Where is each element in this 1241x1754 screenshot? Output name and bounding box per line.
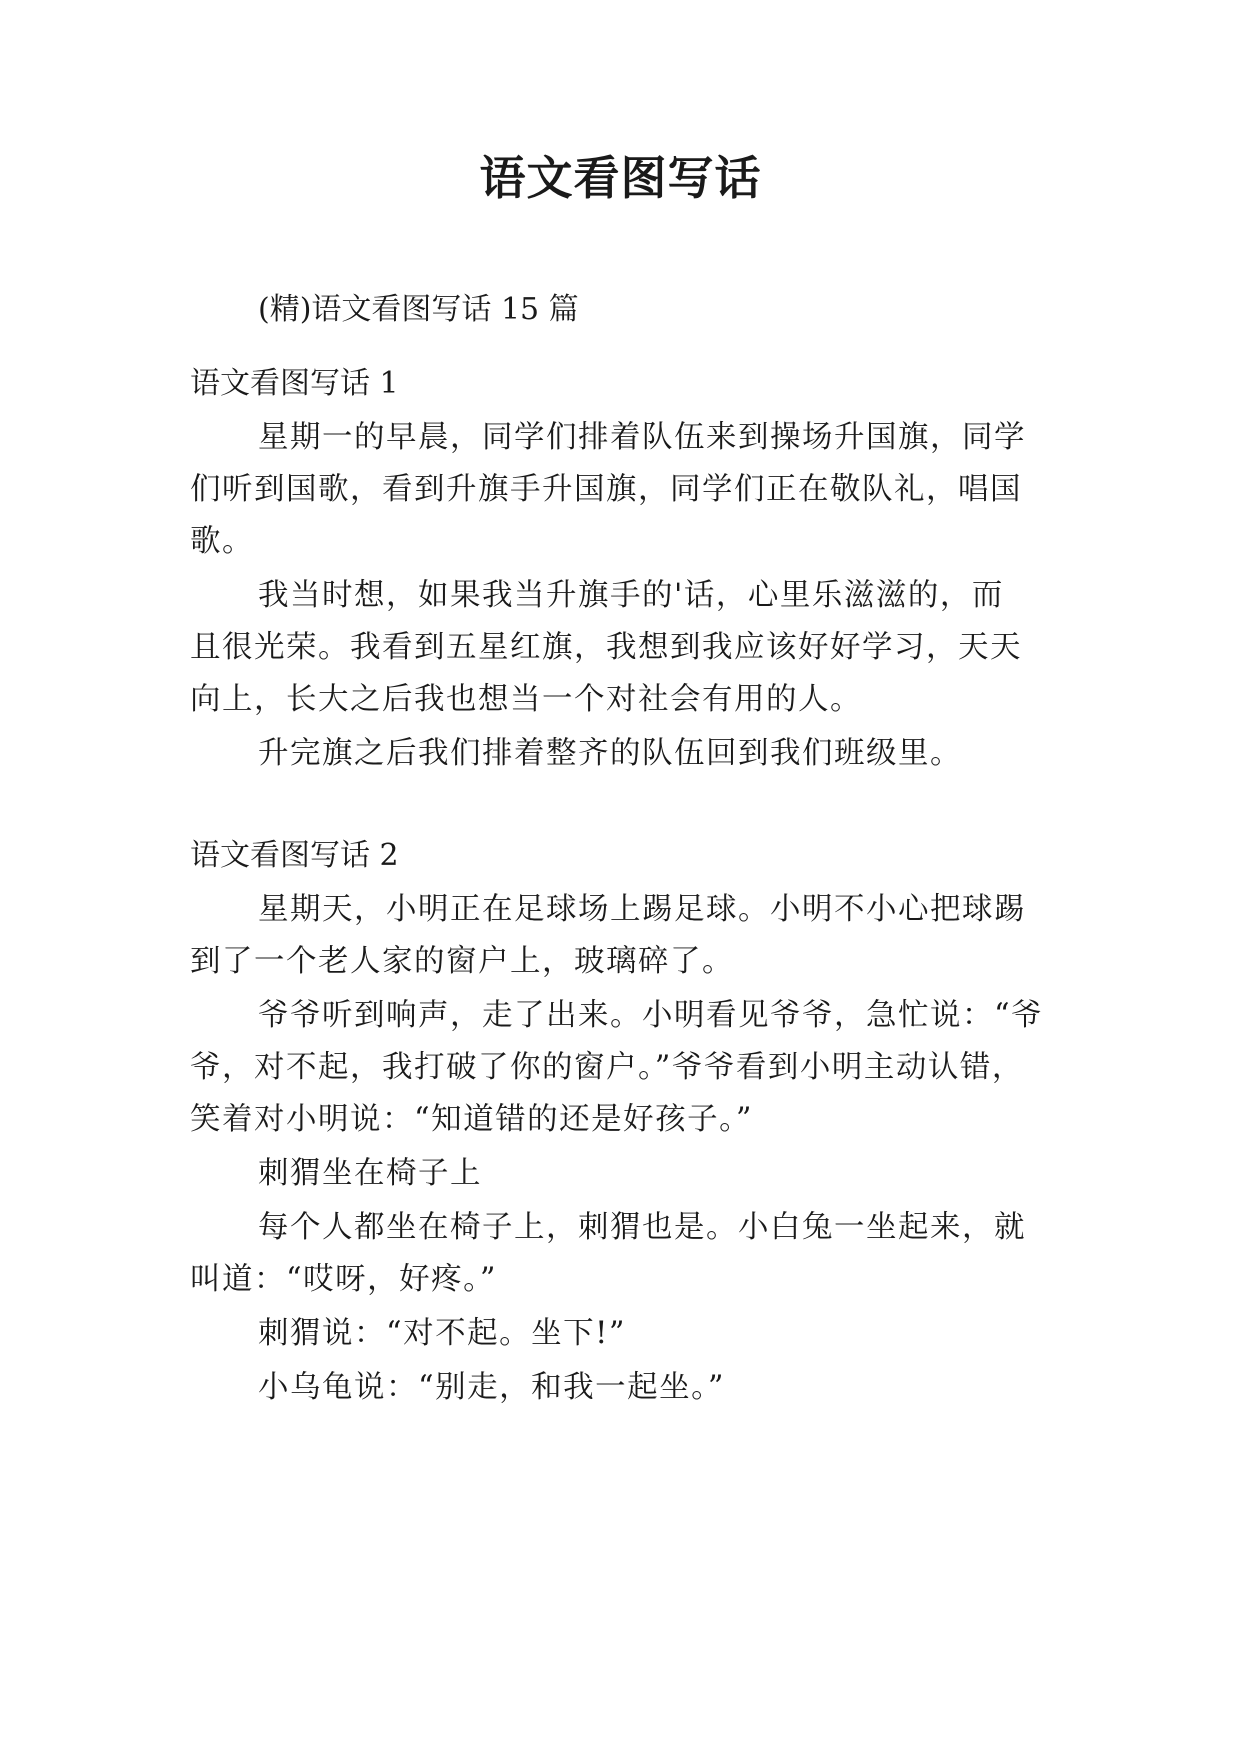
paragraph-line: 笑着对小明说：“知道错的还是好孩子。”: [190, 1102, 753, 1137]
paragraph-line: 叫道：“哎呀，好疼。”: [190, 1262, 497, 1297]
paragraph-line: 每个人都坐在椅子上，刺猬也是。小白兔一坐起来，就: [258, 1210, 1026, 1245]
paragraph-line: 歌。: [190, 524, 254, 559]
document-title: 语文看图写话: [479, 151, 762, 205]
section-heading-2: 语文看图写话 2: [190, 838, 399, 873]
section-heading-1: 语文看图写话 1: [190, 366, 399, 401]
document-subtitle: (精)语文看图写话 15 篇: [258, 292, 579, 327]
paragraph-line: 星期一的早晨，同学们排着队伍来到操场升国旗，同学: [258, 420, 1026, 455]
paragraph-line: 爷爷听到响声，走了出来。小明看见爷爷，急忙说：“爷: [258, 998, 1044, 1033]
paragraph-line: 升完旗之后我们排着整齐的队伍回到我们班级里。: [258, 736, 962, 771]
paragraph-line: 刺猬说：“对不起。坐下!”: [258, 1316, 626, 1351]
paragraph-line: 刺猬坐在椅子上: [258, 1156, 482, 1191]
paragraph-line: 且很光荣。我看到五星红旗，我想到我应该好好学习，天天: [190, 630, 1022, 665]
paragraph-line: 们听到国歌，看到升旗手升国旗，同学们正在敬队礼，唱国: [190, 472, 1022, 507]
paragraph-line: 我当时想，如果我当升旗手的'话，心里乐滋滋的，而: [258, 578, 1004, 613]
paragraph-line: 小乌龟说：“别走，和我一起坐。”: [258, 1370, 725, 1405]
paragraph-line: 向上，长大之后我也想当一个对社会有用的人。: [190, 682, 862, 717]
paragraph-line: 爷，对不起，我打破了你的窗户。”爷爷看到小明主动认错，: [190, 1050, 1024, 1085]
paragraph-line: 到了一个老人家的窗户上，玻璃碎了。: [190, 944, 734, 979]
paragraph-line: 星期天，小明正在足球场上踢足球。小明不小心把球踢: [258, 892, 1026, 927]
